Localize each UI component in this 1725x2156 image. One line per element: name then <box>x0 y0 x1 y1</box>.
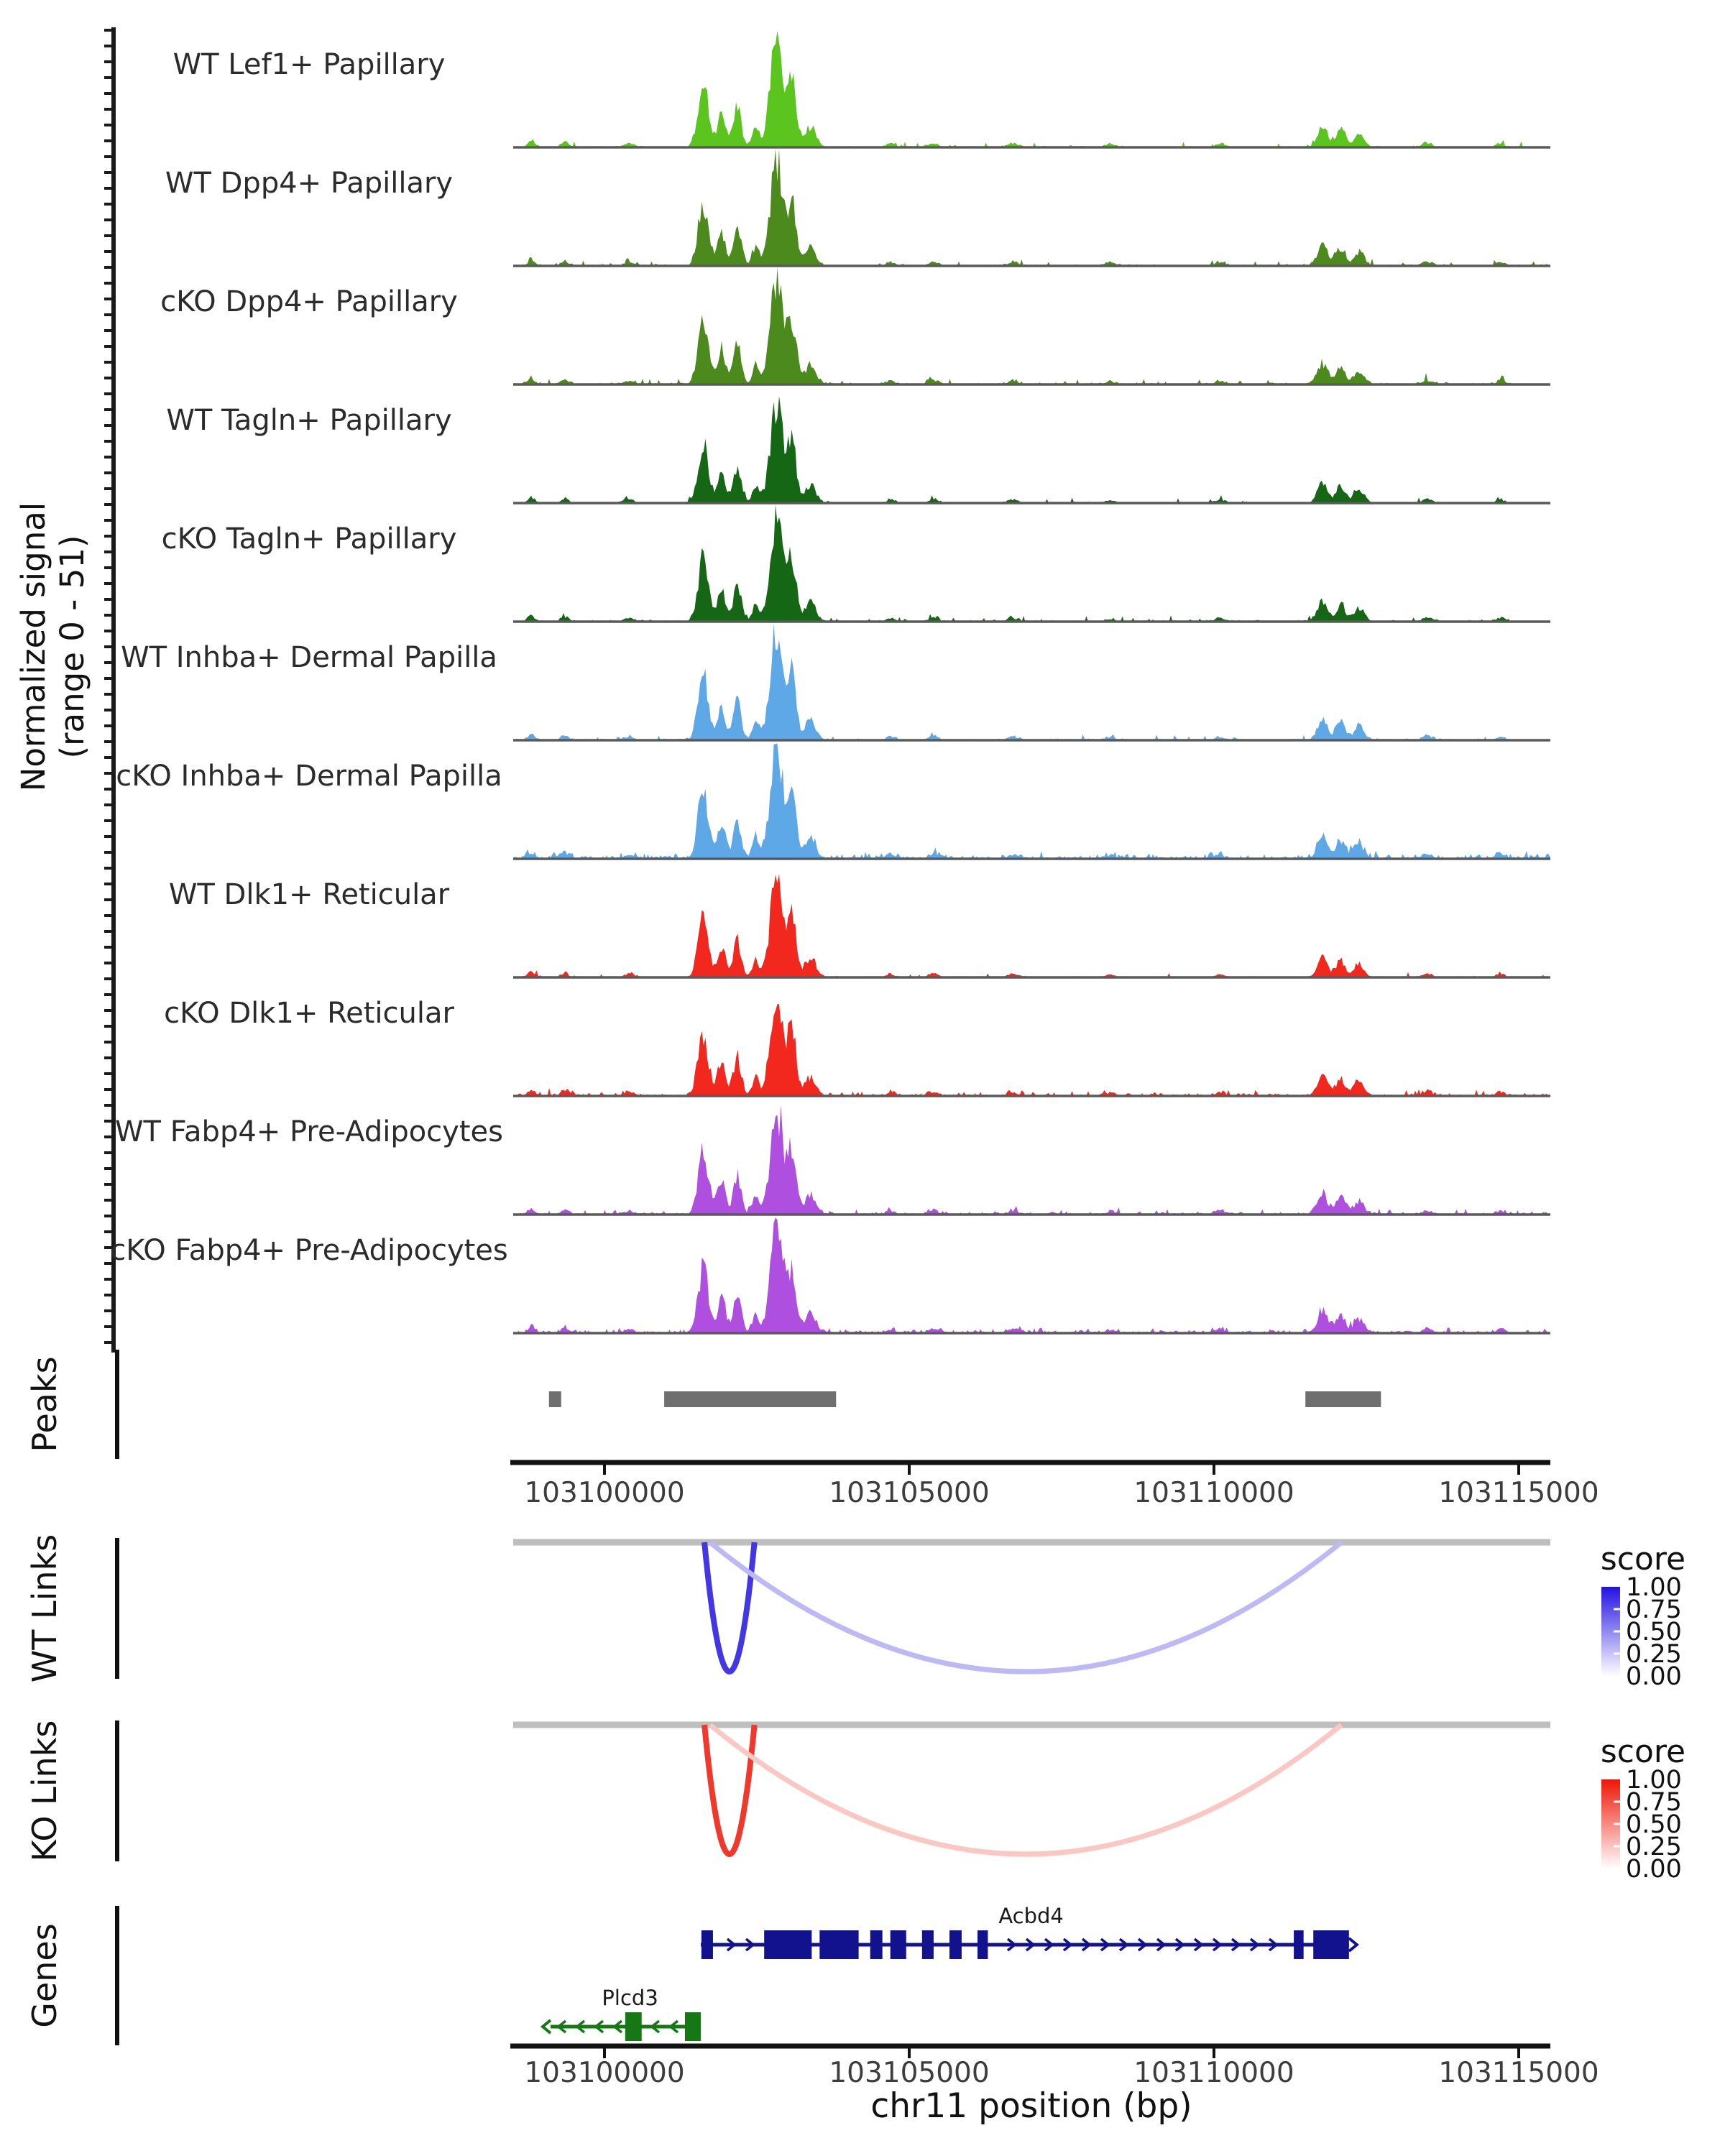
gene-end-arrow <box>543 2020 551 2033</box>
wt-legend-bar-tick <box>1614 1608 1620 1611</box>
gene-exon <box>891 1930 906 1959</box>
genome-axis-tick-label: 103100000 <box>524 2057 685 2089</box>
bottom-genome-axis <box>510 2046 1599 2089</box>
gene-exon <box>819 1930 858 1959</box>
gene-name-label: Plcd3 <box>602 1986 658 2010</box>
signal-area-3 <box>513 267 1550 384</box>
gene-name-label: Acbd4 <box>998 1904 1064 1928</box>
peaks-track <box>117 1350 1381 1459</box>
signal-area-11 <box>513 1217 1550 1333</box>
peak-interval-1 <box>549 1391 561 1407</box>
signal-track-label-5: cKO Tagln+ Papillary <box>161 522 457 556</box>
ko-legend-bar-tick <box>1614 1823 1620 1825</box>
wt-link-arc-1 <box>704 1542 755 1672</box>
ko-legend-title: score <box>1600 1733 1686 1770</box>
y-axis-label-line1: Normalized signal <box>14 502 52 792</box>
ko-legend-tick-label: 1.00 <box>1626 1766 1682 1795</box>
signal-area-10 <box>513 1105 1550 1215</box>
wt-legend-title: score <box>1600 1541 1686 1577</box>
wt-link-arc-2 <box>710 1542 1342 1672</box>
signal-track-label-10: WT Fabp4+ Pre-Adipocytes <box>115 1115 503 1148</box>
ko-legend-tick-label: 0.75 <box>1626 1788 1682 1817</box>
genome-axis-tick-label: 103110000 <box>1133 2057 1294 2089</box>
x-axis-title: chr11 position (bp) <box>870 2086 1192 2126</box>
wt-links-side-label: WT Links <box>25 1534 64 1683</box>
gene-exon <box>978 1930 988 1959</box>
gene-exon <box>764 1930 811 1959</box>
ko-legend-tick-label: 0.00 <box>1626 1855 1682 1884</box>
peaks-side-label: Peaks <box>25 1356 64 1452</box>
signal-track-label-6: WT Inhba+ Dermal Papilla <box>121 641 497 674</box>
wt-legend-tick-label: 0.00 <box>1626 1662 1682 1691</box>
wt-legend-tick-label: 1.00 <box>1626 1573 1682 1602</box>
signal-area-4 <box>513 396 1550 503</box>
links-tracks <box>117 1538 1685 1884</box>
gene-plcd3 <box>543 1986 701 2041</box>
wt-legend-tick-label: 0.25 <box>1626 1640 1682 1669</box>
genes-side-label: Genes <box>25 1923 64 2028</box>
middle-genome-axis <box>510 1462 1599 1509</box>
signal-tracks <box>110 31 1550 1333</box>
signal-track-label-11: cKO Fabp4+ Pre-Adipocytes <box>110 1234 508 1267</box>
ko-legend-tick-label: 0.25 <box>1626 1833 1682 1861</box>
genome-axis-tick-label: 103110000 <box>1133 1477 1294 1509</box>
signal-area-6 <box>513 623 1550 740</box>
genes-track <box>117 1904 1357 2045</box>
ko-link-arc-2 <box>710 1725 1342 1854</box>
signal-track-label-3: cKO Dpp4+ Papillary <box>160 285 458 318</box>
gene-exon <box>1294 1930 1304 1959</box>
genome-axis-tick-label: 103115000 <box>1438 2057 1599 2089</box>
signal-track-label-8: WT Dlk1+ Reticular <box>168 878 450 911</box>
gene-acbd4 <box>701 1904 1357 1959</box>
gene-exon <box>949 1930 962 1959</box>
gene-exon <box>685 2012 701 2041</box>
ko-legend-tick-label: 0.50 <box>1626 1810 1682 1839</box>
gene-exon <box>870 1930 883 1959</box>
wt-legend-tick-label: 0.50 <box>1626 1618 1682 1646</box>
genome-axis-tick-label: 103105000 <box>829 2057 990 2089</box>
peak-interval-2 <box>664 1391 836 1407</box>
signal-area-7 <box>513 744 1550 859</box>
gene-end-arrow <box>1349 1938 1357 1951</box>
ko-links-side-label: KO Links <box>25 1720 64 1862</box>
signal-area-1 <box>513 31 1550 147</box>
wt-legend-tick-label: 0.75 <box>1626 1595 1682 1624</box>
genome-axis-tick-label: 103115000 <box>1438 1477 1599 1509</box>
gene-exon <box>625 2012 642 2041</box>
ko-legend-bar-tick <box>1614 1801 1620 1803</box>
signal-area-8 <box>513 874 1550 977</box>
y-axis-label-line2: (range 0 - 51) <box>53 535 91 759</box>
signal-area-5 <box>513 505 1550 622</box>
signal-track-label-4: WT Tagln+ Papillary <box>166 404 452 437</box>
gene-exon <box>1313 1930 1349 1959</box>
signal-track-label-1: WT Lef1+ Papillary <box>172 48 446 81</box>
genome-axis-tick-label: 103105000 <box>829 1477 990 1509</box>
signal-track-label-2: WT Dpp4+ Papillary <box>165 167 454 200</box>
peak-interval-3 <box>1305 1391 1381 1407</box>
wt-legend-bar-tick <box>1614 1631 1620 1633</box>
signal-track-label-7: cKO Inhba+ Dermal Papilla <box>116 760 502 793</box>
signal-track-label-9: cKO Dlk1+ Reticular <box>164 997 454 1030</box>
signal-y-axis <box>104 27 114 1353</box>
genome-axis-tick-label: 103100000 <box>524 1477 685 1509</box>
ko-link-arc-1 <box>704 1725 755 1854</box>
gene-exon <box>702 1930 713 1959</box>
signal-area-2 <box>513 149 1550 266</box>
ko-legend-bar-tick <box>1614 1846 1620 1848</box>
signal-area-9 <box>513 1004 1550 1096</box>
wt-legend-bar-tick <box>1614 1653 1620 1655</box>
gene-exon <box>922 1930 934 1959</box>
